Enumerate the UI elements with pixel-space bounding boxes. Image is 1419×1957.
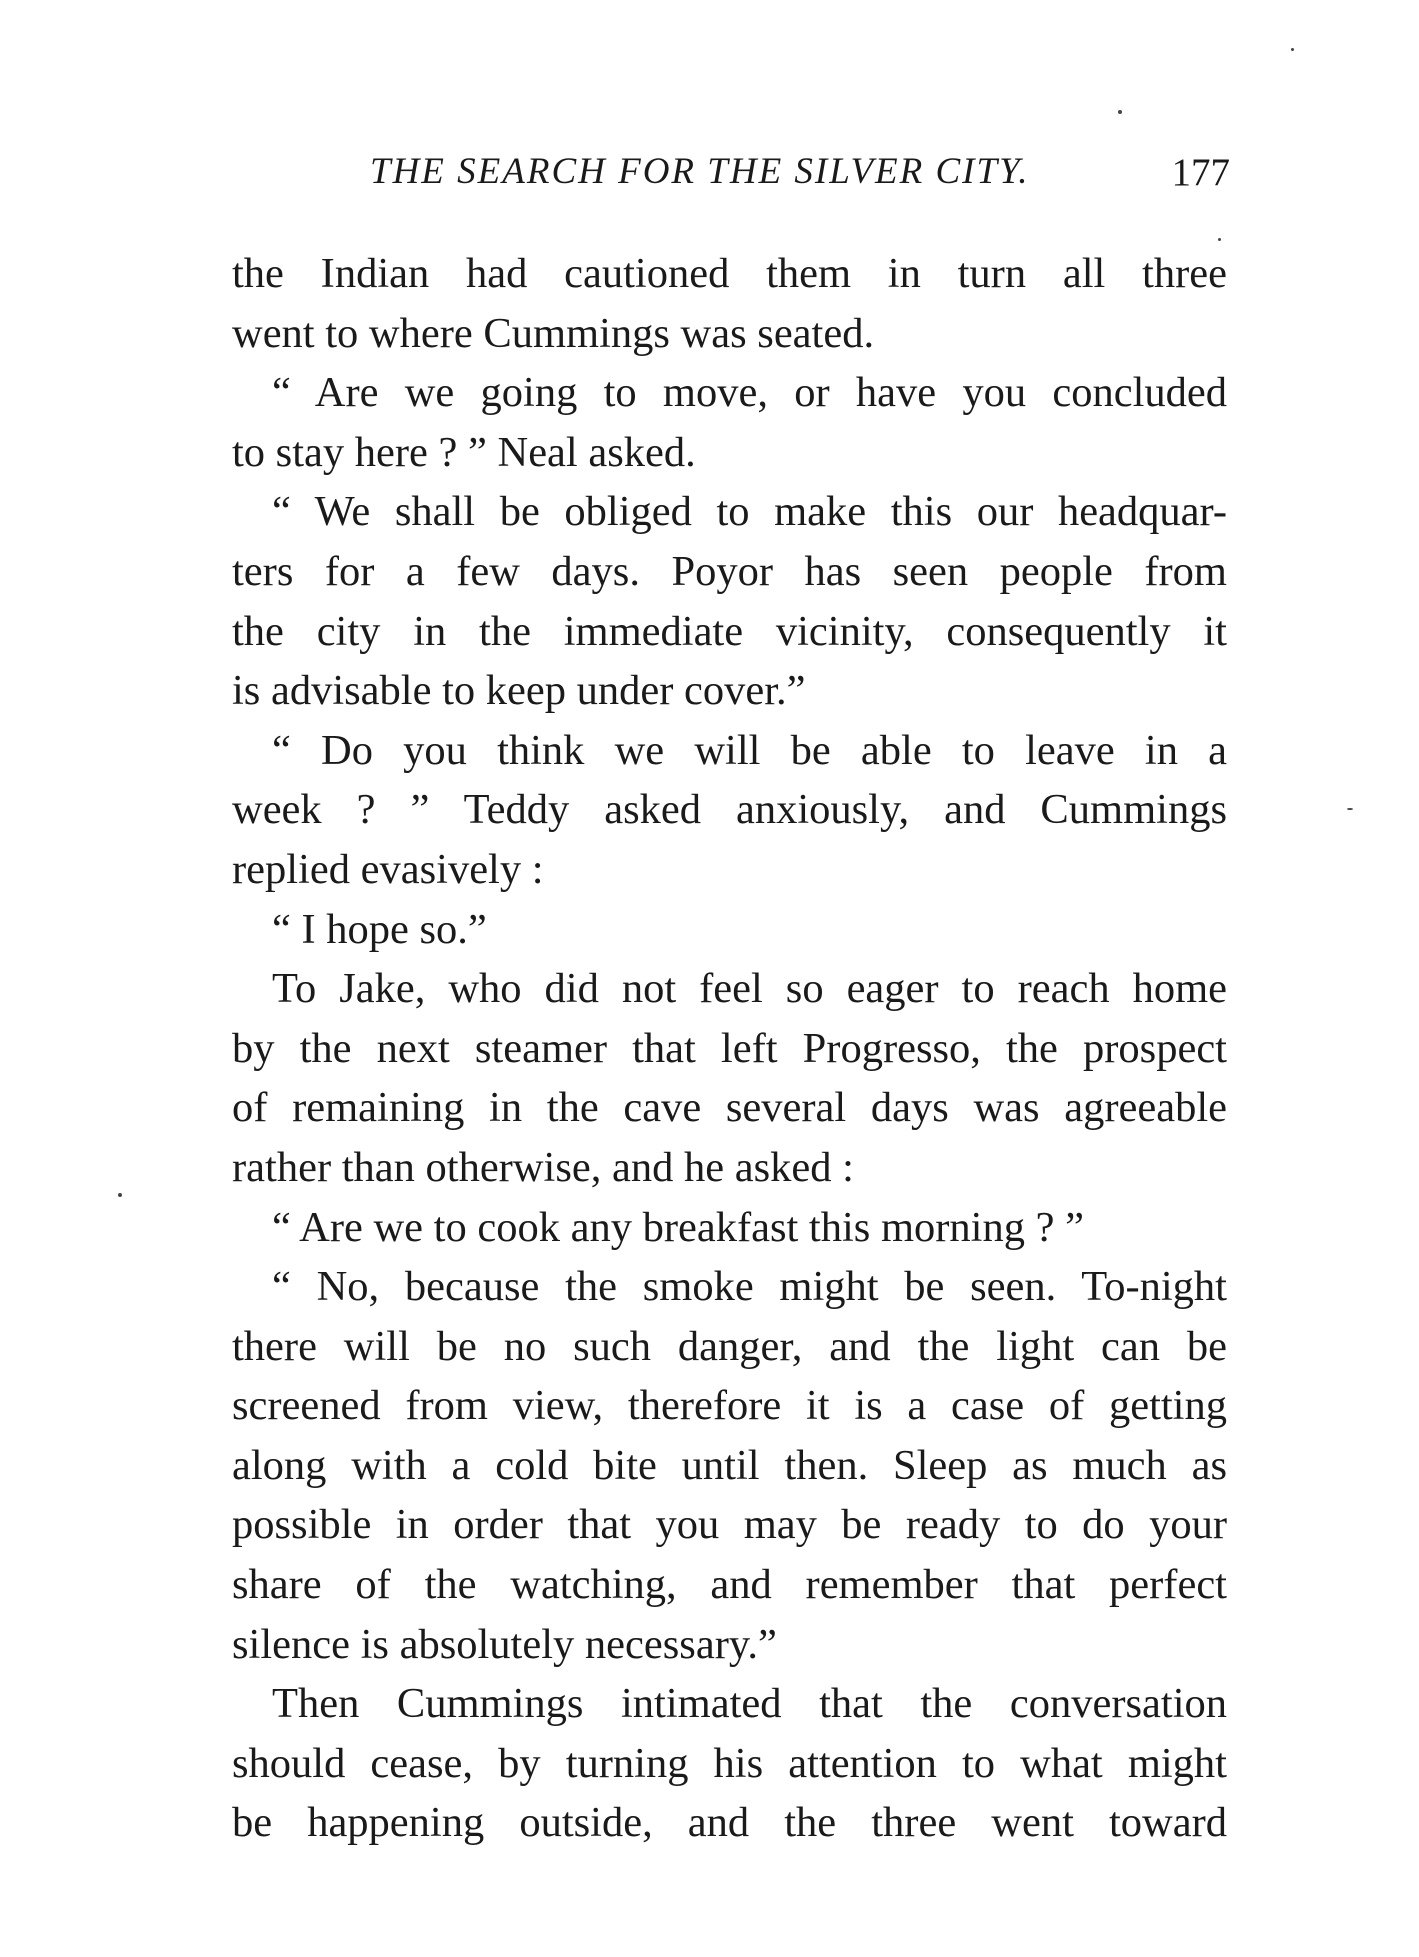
text-line: there will be no such danger, and the light can be [232, 1322, 1227, 1370]
text-line: be happening outside, and the three went toward [232, 1799, 1227, 1847]
text-line: “ We shall be obliged to make this our headquar- [272, 488, 1227, 536]
text-line: to stay here ? ” Neal asked. [232, 428, 696, 476]
text-line: “ Are we to cook any breakfast this morning ? ” [272, 1203, 1084, 1251]
text-line: of remaining in the cave several days was agreeable [232, 1084, 1227, 1132]
text-line: by the next steamer that left Progresso, the prospect [232, 1024, 1227, 1072]
running-title: THE SEARCH FOR THE SILVER CITY. [370, 151, 1030, 192]
text-line: possible in order that you may be ready to do your [232, 1501, 1227, 1549]
paper-speck [1118, 110, 1122, 114]
text-line: should cease, by turning his attention to what might [232, 1739, 1227, 1787]
paper-speck [1218, 238, 1221, 241]
text-line: “ I hope so.” [272, 905, 487, 953]
text-line: share of the watching, and remember that perfect [232, 1561, 1227, 1609]
paper-speck [1347, 808, 1353, 810]
paper-speck [118, 1193, 122, 1197]
text-line: the city in the immediate vicinity, consequently it [232, 607, 1227, 655]
text-line: ters for a few days. Poyor has seen people from [232, 547, 1227, 595]
page-number: 177 [1171, 151, 1230, 194]
paper-speck [1291, 48, 1294, 51]
text-line: along with a cold bite until then. Sleep as much as [232, 1441, 1227, 1489]
running-head [230, 150, 1230, 210]
text-line: went to where Cummings was seated. [232, 309, 875, 357]
text-line: rather than otherwise, and he asked : [232, 1143, 854, 1191]
text-line: Then Cummings intimated that the conversation [272, 1680, 1227, 1728]
text-line: screened from view, therefore it is a case of getting [232, 1382, 1227, 1430]
text-line: “ Are we going to move, or have you concluded [272, 369, 1227, 417]
text-line: “ Do you think we will be able to leave in a [272, 726, 1227, 774]
text-line: the Indian had cautioned them in turn all three [232, 250, 1227, 297]
text-line: silence is absolutely necessary.” [232, 1620, 777, 1668]
text-line: “ No, because the smoke might be seen. To-night [272, 1263, 1227, 1311]
text-line: replied evasively : [232, 845, 544, 893]
body-text [232, 244, 1227, 1853]
text-line: week ? ” Teddy asked anxiously, and Cummings [232, 786, 1227, 834]
text-line: To Jake, who did not feel so eager to reach home [272, 965, 1227, 1013]
text-line: is advisable to keep under cover.” [232, 667, 806, 715]
